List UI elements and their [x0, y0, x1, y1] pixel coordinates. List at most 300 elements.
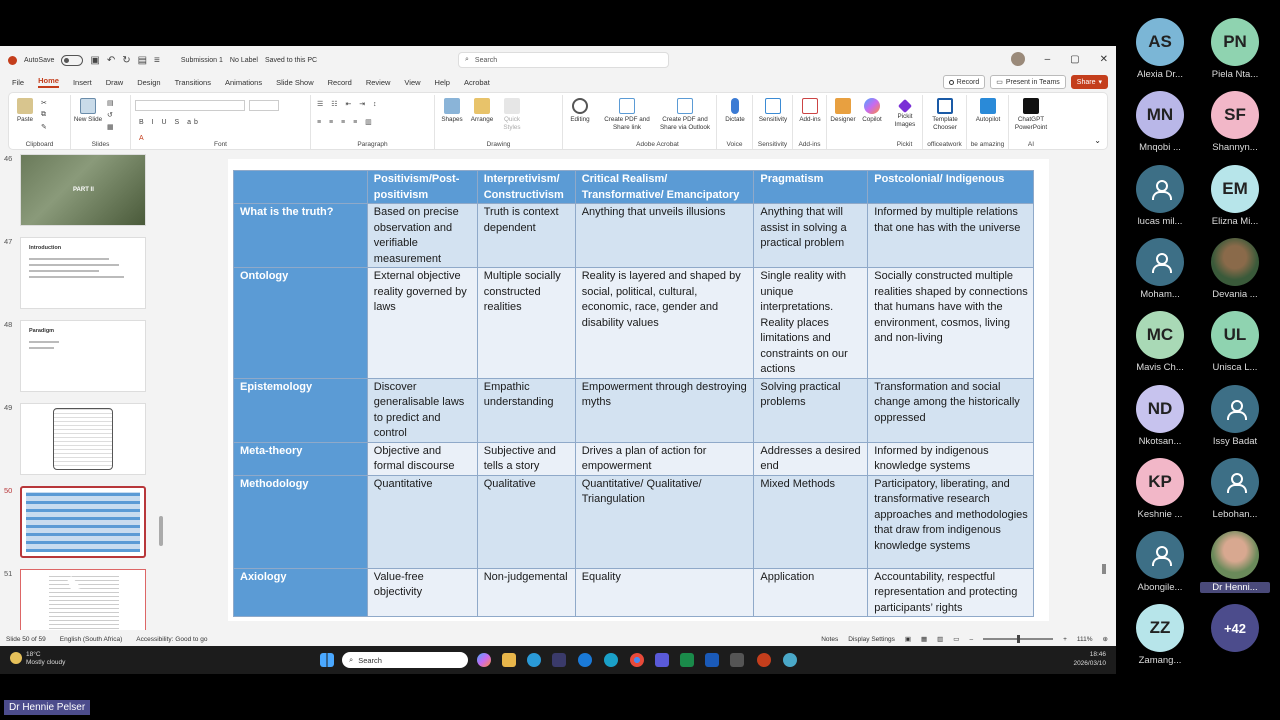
participant-tile[interactable] — [1125, 238, 1195, 300]
table-cell: Objective and formal discourse — [367, 442, 477, 475]
participant-tile[interactable] — [1200, 238, 1270, 300]
table-cell: Socially constructed multiple realities shaped by connections that humans have with the environment, cosmos, living and non-living — [868, 268, 1034, 379]
table-cell: Qualitative — [477, 475, 575, 568]
slide-thumb-51[interactable] — [20, 569, 146, 630]
autopilot-icon — [980, 98, 996, 114]
group-addins — [793, 95, 827, 149]
redo-icon[interactable]: ↻ — [122, 54, 131, 66]
table-cell: Informed by multiple relations that one has with the universe — [868, 204, 1034, 268]
arrange-button[interactable] — [467, 98, 497, 124]
paradigm-table — [233, 170, 1034, 617]
dictate-label: Dictate — [725, 116, 745, 123]
participant-tile[interactable] — [1125, 165, 1195, 227]
excel-icon[interactable] — [680, 653, 694, 667]
status-bar — [0, 632, 1116, 646]
designer-icon — [835, 98, 851, 114]
slide-editing-area — [168, 154, 1108, 630]
person-icon — [1151, 546, 1169, 564]
slideshow-icon[interactable]: ▭ — [953, 636, 960, 643]
list-icons[interactable]: ☰ ☷ ⇤ ⇥ ↕ — [317, 101, 380, 108]
quick-styles-label: Quick Styles — [503, 116, 521, 131]
thumbnail-scrollbar[interactable] — [159, 516, 163, 546]
copilot-taskbar-icon[interactable] — [477, 653, 491, 667]
slide-number: 49 — [4, 403, 13, 412]
quick-styles-button[interactable] — [497, 98, 527, 131]
shapes-icon — [444, 98, 460, 114]
editing-icon — [572, 98, 588, 114]
weather-widget[interactable] — [10, 651, 65, 667]
slide-thumb-46[interactable] — [20, 154, 146, 226]
paste-label: Paste — [16, 116, 34, 123]
thumb-table — [26, 492, 140, 552]
taskbar-search[interactable] — [342, 652, 468, 668]
paragraph-label: Paragraph — [357, 141, 388, 148]
taskbar-search-label: Search — [358, 655, 382, 665]
group-drawing — [435, 95, 563, 149]
participant-photo — [1211, 238, 1259, 286]
hp-icon[interactable] — [578, 653, 592, 667]
group-sensitivity — [753, 95, 793, 149]
copilot-icon — [864, 98, 880, 114]
slide-number: 51 — [4, 569, 13, 578]
thumb-text-line — [29, 264, 119, 266]
weather-icon — [10, 652, 22, 664]
clock-time: 18:46 — [1089, 651, 1106, 658]
table-cell: Discover generalisable laws to predict and control — [367, 378, 477, 442]
chrome-icon[interactable] — [630, 653, 644, 667]
group-clipboard — [9, 95, 71, 149]
participant-name: Mavis Ch... — [1136, 362, 1184, 374]
create-pdf-label: Create PDF and Share link — [604, 116, 650, 131]
participant-avatar: ND — [1136, 385, 1184, 433]
slide-scrollbar[interactable] — [1102, 564, 1106, 574]
autosave-toggle[interactable] — [61, 55, 83, 66]
table-cell: External objective reality governed by laws — [367, 268, 477, 379]
participant-avatar: MC — [1136, 311, 1184, 359]
teams-icon: ▭ — [996, 79, 1003, 86]
maximize-icon[interactable]: ▢ — [1070, 53, 1080, 65]
more-participants-button[interactable]: +42 — [1211, 604, 1259, 652]
participant-name: Keshnie ... — [1137, 508, 1183, 520]
table-row — [234, 204, 1034, 268]
align-icons[interactable]: ≡ ≡ ≡ ≡ ▥ — [317, 119, 375, 126]
ribbon — [8, 92, 1108, 150]
table-cell: Informed by indigenous knowledge systems — [868, 442, 1034, 475]
save-status[interactable]: Saved to this PC — [264, 56, 318, 64]
store-icon[interactable] — [552, 653, 566, 667]
microphone-icon — [731, 98, 739, 114]
table-row — [234, 568, 1034, 617]
table-header-cell: Critical Realism/ Transformative/ Emancipatory — [575, 171, 754, 204]
create-pdf-outlook-label: Create PDF and Share via Outlook — [659, 116, 711, 131]
reset-icon[interactable]: ↺ — [107, 112, 116, 119]
menu-file[interactable]: File — [12, 77, 25, 87]
table-cell: Quantitative — [367, 475, 477, 568]
table-header-cell — [234, 171, 368, 204]
presenter-name-tag: Dr Hennie Pelser — [4, 700, 90, 715]
sensitivity-group-label: Sensitivity — [757, 141, 788, 148]
table-cell: Non-judgemental — [477, 568, 575, 617]
zoom-out-icon[interactable]: – — [969, 635, 974, 643]
participant-avatar: MN — [1136, 91, 1184, 139]
row-header-cell: Meta-theory — [234, 442, 368, 475]
slides-label: Slides — [91, 141, 110, 148]
table-cell: Reality is layered and shaped by social, political, cultural, economic, race, gender and disability values — [575, 268, 754, 379]
group-ai — [1009, 95, 1053, 149]
zoom-level[interactable]: 111% — [1076, 635, 1093, 643]
designer-button[interactable] — [827, 98, 859, 124]
participant-name: Dr Henni... — [1200, 582, 1270, 593]
copilot-button[interactable] — [857, 98, 887, 124]
group-paragraph — [311, 95, 435, 149]
group-be-amazing — [967, 95, 1009, 149]
table-cell: Single reality with unique interpretations. Reality places limitations and constraints on our actions — [754, 268, 868, 379]
participant-name: Moham... — [1140, 288, 1180, 300]
label-status[interactable]: No Label — [229, 56, 258, 64]
participant-tile[interactable] — [1125, 604, 1195, 666]
participant-tile[interactable] — [1200, 458, 1270, 520]
thumb-text-line — [29, 347, 54, 349]
search-placeholder: Search — [474, 56, 498, 64]
participant-avatar — [1136, 165, 1184, 213]
thumb-text-block — [49, 576, 119, 630]
thumb-48-title: Paradigm — [29, 328, 55, 334]
table-row — [234, 378, 1034, 442]
group-font — [131, 95, 311, 149]
participant-tile[interactable] — [1125, 18, 1195, 80]
group-adobe-acrobat — [599, 95, 717, 149]
notes-button[interactable]: Notes — [821, 635, 839, 643]
quick-styles-icon — [504, 98, 520, 114]
font-color-icon[interactable]: A — [139, 135, 147, 142]
windows-start-icon[interactable] — [320, 653, 334, 667]
person-icon — [1226, 473, 1244, 491]
share-button[interactable] — [1071, 75, 1108, 89]
participant-name: lucas mil... — [1137, 215, 1183, 227]
table-cell: Subjective and tells a story — [477, 442, 575, 475]
sensitivity-button[interactable] — [753, 98, 793, 124]
participant-tile[interactable] — [1200, 311, 1270, 373]
addins-group-label: Add-ins — [798, 141, 821, 148]
app2-icon[interactable] — [730, 653, 744, 667]
slide-count: Slide 50 of 59 — [6, 635, 46, 643]
participant-name: Mnqobi ... — [1139, 142, 1181, 154]
font-family-select[interactable] — [135, 100, 245, 111]
row-header-cell: What is the truth? — [234, 204, 368, 268]
menu-record[interactable]: Record — [327, 77, 352, 87]
font-size-select[interactable] — [249, 100, 279, 111]
template-icon — [937, 98, 953, 114]
participant-name: Issy Badat — [1212, 435, 1258, 447]
undo-icon[interactable]: ↶ — [106, 54, 116, 66]
editing-button[interactable] — [565, 98, 595, 124]
pickit-button[interactable] — [887, 98, 923, 128]
group-voice — [717, 95, 753, 149]
paste-button[interactable] — [11, 98, 39, 124]
participant-name: Devania ... — [1212, 288, 1258, 300]
outlook-icon[interactable] — [705, 653, 719, 667]
slide-thumb-49[interactable] — [20, 403, 146, 475]
slide-thumb-47[interactable] — [20, 237, 146, 309]
normal-view-icon[interactable]: ▣ — [904, 636, 911, 643]
participant-avatar — [1211, 458, 1259, 506]
participant-avatar: EM — [1211, 165, 1259, 213]
template-chooser-button[interactable] — [925, 98, 965, 131]
designer-label: Designer — [830, 116, 856, 123]
menu-bar — [0, 74, 1116, 90]
participant-tile[interactable] — [1125, 91, 1195, 153]
file-explorer-icon[interactable] — [502, 653, 516, 667]
participant-name: Nkotsan... — [1138, 435, 1182, 447]
accessibility-status[interactable]: Accessibility: Good to go — [136, 635, 208, 643]
fit-slide-icon[interactable]: ⊕ — [1102, 636, 1108, 643]
slide-sorter-icon[interactable]: ▦ — [920, 636, 928, 643]
officeatwork-label: officeatwork — [927, 141, 962, 148]
be-amazing-label: be amazing — [970, 141, 1005, 148]
template-label: Template Chooser — [932, 116, 958, 131]
present-label: Present in Teams — [1005, 78, 1060, 86]
format-painter-icon[interactable]: ✎ — [41, 124, 50, 131]
table-cell: Drives a plan of action for empowerment — [575, 442, 754, 475]
slide-number: 48 — [4, 320, 13, 329]
user-avatar[interactable] — [1011, 52, 1025, 66]
pdf-icon — [619, 98, 635, 114]
participant-tile[interactable] — [1200, 165, 1270, 227]
participant-name: Piela Nta... — [1211, 69, 1259, 80]
group-officeatwork — [923, 95, 967, 149]
participant-avatar: ZZ — [1136, 604, 1184, 652]
shapes-button[interactable] — [437, 98, 467, 124]
participant-tile[interactable] — [1200, 531, 1270, 593]
participant-tile[interactable] — [1125, 311, 1195, 373]
pickit-group-label: Pickit — [896, 141, 913, 148]
table-header-cell: Interpretivism/ Constructivism — [477, 171, 575, 204]
menu-draw[interactable]: Draw — [105, 77, 124, 87]
participant-name: Zamang... — [1138, 655, 1182, 667]
cut-icon[interactable]: ✂ — [41, 100, 50, 107]
file-name[interactable]: Submission 1 — [180, 56, 223, 64]
search-input[interactable] — [458, 52, 669, 68]
language-status[interactable]: English (South Africa) — [59, 635, 123, 643]
weather-status: Mostly cloudy — [26, 658, 66, 666]
menu-slide-show[interactable]: Slide Show — [276, 77, 314, 87]
autosave-label: AutoSave — [24, 56, 55, 64]
participant-avatar: KP — [1136, 458, 1184, 506]
reading-view-icon[interactable]: ▥ — [937, 636, 944, 643]
menu-help[interactable]: Help — [434, 77, 450, 87]
display-settings-button[interactable]: Display Settings — [848, 635, 895, 643]
participant-avatar: PN — [1211, 18, 1259, 66]
participant-avatar — [1136, 531, 1184, 579]
slide-number: 50 — [4, 486, 13, 495]
table-cell: Accountability, respectful representation and protecting participants’ rights — [868, 568, 1034, 617]
row-header-cell: Epistemology — [234, 378, 368, 442]
addins-button[interactable] — [793, 98, 827, 124]
arrange-icon — [474, 98, 490, 114]
table-cell: Empathic understanding — [477, 378, 575, 442]
participant-name: Elizna Mi... — [1211, 215, 1259, 227]
dictate-button[interactable] — [717, 98, 753, 124]
paste-icon — [17, 98, 33, 114]
menu-design[interactable]: Design — [137, 77, 161, 87]
autopilot-label: Autopilot — [975, 116, 1001, 123]
font-format-icons[interactable]: B I U S ab — [139, 119, 201, 126]
present-icon[interactable]: ▤ — [137, 54, 148, 66]
menu-animations[interactable]: Animations — [224, 77, 263, 87]
edge-icon[interactable] — [527, 653, 541, 667]
font-label: Font — [213, 141, 227, 148]
table-header-row — [234, 171, 1034, 204]
table-cell: Application — [754, 568, 868, 617]
slide-number: 47 — [4, 237, 13, 246]
new-slide-label: New Slide — [73, 116, 103, 123]
menu-review[interactable]: Review — [365, 77, 391, 87]
sensitivity-icon — [765, 98, 781, 114]
participant-gallery — [1116, 0, 1280, 720]
chatgpt-icon — [1023, 98, 1039, 114]
participant-name: Abongile... — [1137, 582, 1183, 594]
participant-tile[interactable] — [1125, 458, 1195, 520]
row-header-cell: Axiology — [234, 568, 368, 617]
table-cell: Quantitative/ Qualitative/ Triangulation — [575, 475, 754, 568]
zoom-in-icon[interactable]: + — [1063, 635, 1067, 643]
participant-name: Alexia Dr... — [1137, 69, 1183, 80]
customize-icon[interactable]: ≡ — [154, 54, 160, 66]
table-cell: Mixed Methods — [754, 475, 868, 568]
layout-icon[interactable]: ▤ — [107, 100, 117, 107]
pdf-outlook-icon — [677, 98, 693, 114]
slide-thumb-48[interactable] — [20, 320, 146, 392]
addins-icon — [802, 98, 818, 114]
sensitivity-label: Sensitivity — [758, 116, 788, 123]
copilot-label: Copilot — [862, 116, 882, 123]
record-label: Record — [956, 78, 980, 86]
table-cell: Anything that unveils illusions — [575, 204, 754, 268]
table-cell: Multiple socially constructed realities — [477, 268, 575, 379]
thumb-diagram — [53, 408, 113, 470]
participant-tile[interactable] — [1200, 604, 1270, 655]
thumb-text-line — [29, 276, 124, 278]
record-icon — [949, 80, 954, 85]
powerpoint-window — [0, 46, 1116, 646]
participant-name: Lebohan... — [1212, 508, 1258, 520]
table-row — [234, 268, 1034, 379]
thumb-text-line — [29, 270, 99, 272]
thumb-text-line — [29, 341, 59, 343]
section-icon[interactable]: ▦ — [107, 124, 117, 131]
participant-tile[interactable] — [1200, 18, 1270, 80]
voice-label: Voice — [726, 141, 743, 148]
create-pdf-button[interactable] — [601, 98, 653, 131]
table-cell: Participatory, liberating, and transformative research approaches and methodologies that draw from indigenous knowledge systems — [868, 475, 1034, 568]
adobe-acrobat-label: Adobe Acrobat — [636, 141, 679, 148]
table-cell: Value-free objectivity — [367, 568, 477, 617]
participant-avatar: UL — [1211, 311, 1259, 359]
table-cell: Based on precise observation and verifiable measurement — [367, 204, 477, 268]
table-row — [234, 442, 1034, 475]
row-header-cell: Methodology — [234, 475, 368, 568]
menu-insert[interactable]: Insert — [72, 77, 92, 87]
search-icon: ⌕ — [349, 655, 354, 664]
addins-label: Add-ins — [799, 116, 821, 123]
powerpoint-taskbar-icon[interactable] — [757, 653, 771, 667]
chatgpt-button[interactable] — [1009, 98, 1053, 131]
participant-tile[interactable] — [1200, 385, 1270, 447]
pickit-label: Pickit Images — [894, 113, 916, 128]
powerpoint-logo-icon — [8, 56, 17, 65]
chatgpt-label: ChatGPT PowerPoint — [1014, 116, 1048, 131]
thumb-text-line — [29, 258, 109, 260]
drawing-label: Drawing — [486, 141, 511, 148]
copy-icon[interactable]: ⧉ — [41, 111, 49, 118]
person-icon — [1226, 400, 1244, 418]
clipboard-label: Clipboard — [25, 141, 54, 148]
zoom-slider[interactable] — [983, 638, 1053, 640]
share-label: Share — [1076, 78, 1096, 86]
person-icon — [1151, 253, 1169, 271]
arrange-label: Arrange — [470, 116, 494, 123]
new-slide-icon — [80, 98, 96, 114]
slide-thumbnail-pane — [0, 154, 160, 630]
save-icon[interactable]: ▣ — [90, 54, 100, 66]
slide-thumb-50[interactable] — [20, 486, 146, 558]
menu-home[interactable]: Home — [38, 76, 59, 88]
participant-photo — [1211, 531, 1259, 579]
table-header-cell: Positivism/Post-positivism — [367, 171, 477, 204]
table-cell: Truth is context dependent — [477, 204, 575, 268]
menu-transitions[interactable]: Transitions — [174, 77, 211, 87]
present-in-teams-button[interactable] — [990, 75, 1066, 89]
table-cell: Equality — [575, 568, 754, 617]
slide-canvas — [228, 159, 1049, 621]
participant-tile[interactable] — [1125, 385, 1195, 447]
group-pickit — [887, 95, 923, 149]
autopilot-button[interactable] — [968, 98, 1008, 124]
menu-acrobat[interactable]: Acrobat — [463, 77, 490, 87]
participant-avatar — [1136, 238, 1184, 286]
ribbon-collapse-icon[interactable]: ⌄ — [1094, 136, 1101, 145]
participant-avatar: AS — [1136, 18, 1184, 66]
table-cell: Solving practical problems — [754, 378, 868, 442]
record-button[interactable] — [943, 75, 986, 89]
table-cell: Anything that will assist in solving a practical problem — [754, 204, 868, 268]
editing-label: Editing — [570, 116, 590, 123]
chevron-down-icon: ▾ — [1098, 79, 1102, 86]
table-header-cell: Pragmatism — [754, 171, 868, 204]
system-clock[interactable] — [1073, 650, 1106, 668]
teams-taskbar-icon[interactable] — [655, 653, 669, 667]
table-cell: Empowerment through destroying myths — [575, 378, 754, 442]
table-header-cell: Postcolonial/ Indigenous — [868, 171, 1034, 204]
app3-icon[interactable] — [783, 653, 797, 667]
shapes-label: Shapes — [441, 116, 463, 123]
clock-date: 2026/03/10 — [1073, 660, 1106, 668]
close-icon[interactable]: ✕ — [1099, 53, 1108, 65]
participant-avatar: SF — [1211, 91, 1259, 139]
thumb-47-title: Introduction — [29, 245, 62, 251]
temperature: 18°C — [26, 651, 41, 658]
menu-view[interactable]: View — [404, 77, 421, 87]
participant-tile[interactable] — [1200, 91, 1270, 153]
table-row — [234, 475, 1034, 568]
title-bar — [0, 46, 1116, 74]
row-header-cell: Ontology — [234, 268, 368, 379]
minimize-icon[interactable]: – — [1044, 53, 1051, 65]
app-icon[interactable] — [604, 653, 618, 667]
participant-tile[interactable] — [1125, 531, 1195, 593]
new-slide-button[interactable] — [73, 98, 103, 124]
create-pdf-outlook-button[interactable] — [655, 98, 715, 131]
